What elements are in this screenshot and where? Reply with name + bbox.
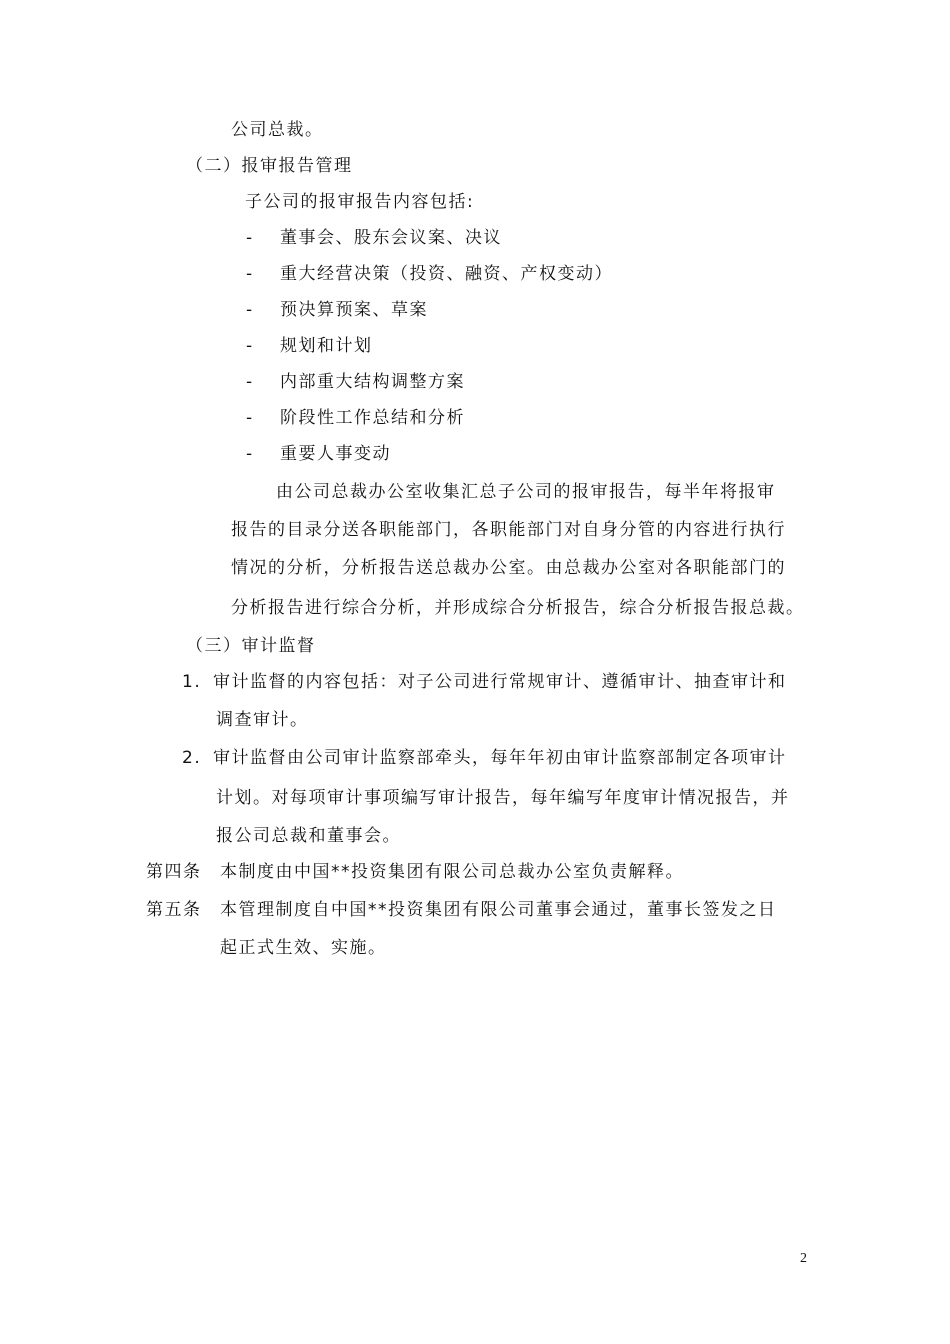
article4-text: 本制度由中国**投资集团有限公司总裁办公室负责解释。 xyxy=(220,862,684,882)
article4-label: 第四条 xyxy=(146,862,202,882)
list-item: 内部重大结构调整方案 xyxy=(280,372,465,392)
list-item: 重大经营决策（投资、融资、产权变动） xyxy=(280,264,613,284)
audit-item-line: 报公司总裁和董事会。 xyxy=(216,826,401,846)
audit-item-line: 计划。对每项审计事项编写审计报告，每年编写年度审计情况报告，并 xyxy=(216,788,790,808)
bullet-dash: - xyxy=(246,408,253,428)
list-item: 重要人事变动 xyxy=(280,444,391,464)
list-item: 规划和计划 xyxy=(280,336,373,356)
bullet-dash: - xyxy=(246,444,253,464)
paragraph-line: 情况的分析，分析报告送总裁办公室。由总裁办公室对各职能部门的 xyxy=(231,558,786,578)
continued-line: 公司总裁。 xyxy=(231,120,324,140)
paragraph-line: 报告的目录分送各职能部门，各职能部门对自身分管的内容进行执行 xyxy=(231,520,786,540)
paragraph-line: 由公司总裁办公室收集汇总子公司的报审报告，每半年将报审 xyxy=(276,482,776,502)
audit-item-line: 审计监督的内容包括：对子公司进行常规审计、遵循审计、抽查审计和 xyxy=(213,672,787,692)
bullet-dash: - xyxy=(246,336,253,356)
audit-item-number: 2. xyxy=(182,748,202,768)
article5-line: 本管理制度自中国**投资集团有限公司董事会通过，董事长签发之日 xyxy=(220,900,777,920)
bullet-dash: - xyxy=(246,228,253,248)
section3-heading: （三）审计监督 xyxy=(186,636,316,656)
list-item: 董事会、股东会议案、决议 xyxy=(280,228,502,248)
audit-item-line: 调查审计。 xyxy=(216,710,309,730)
bullet-dash: - xyxy=(246,372,253,392)
section2-intro: 子公司的报审报告内容包括: xyxy=(245,192,475,212)
list-item: 预决算预案、草案 xyxy=(280,300,428,320)
audit-item-line: 审计监督由公司审计监察部牵头，每年年初由审计监察部制定各项审计 xyxy=(213,748,787,768)
article5-line: 起正式生效、实施。 xyxy=(220,938,387,958)
paragraph-line: 分析报告进行综合分析，并形成综合分析报告，综合分析报告报总裁。 xyxy=(231,598,805,618)
section2-heading: （二）报审报告管理 xyxy=(186,156,353,176)
bullet-dash: - xyxy=(246,300,253,320)
page-number: 2 xyxy=(800,1251,807,1266)
list-item: 阶段性工作总结和分析 xyxy=(280,408,465,428)
article5-label: 第五条 xyxy=(146,900,202,920)
bullet-dash: - xyxy=(246,264,253,284)
audit-item-number: 1. xyxy=(182,672,202,692)
